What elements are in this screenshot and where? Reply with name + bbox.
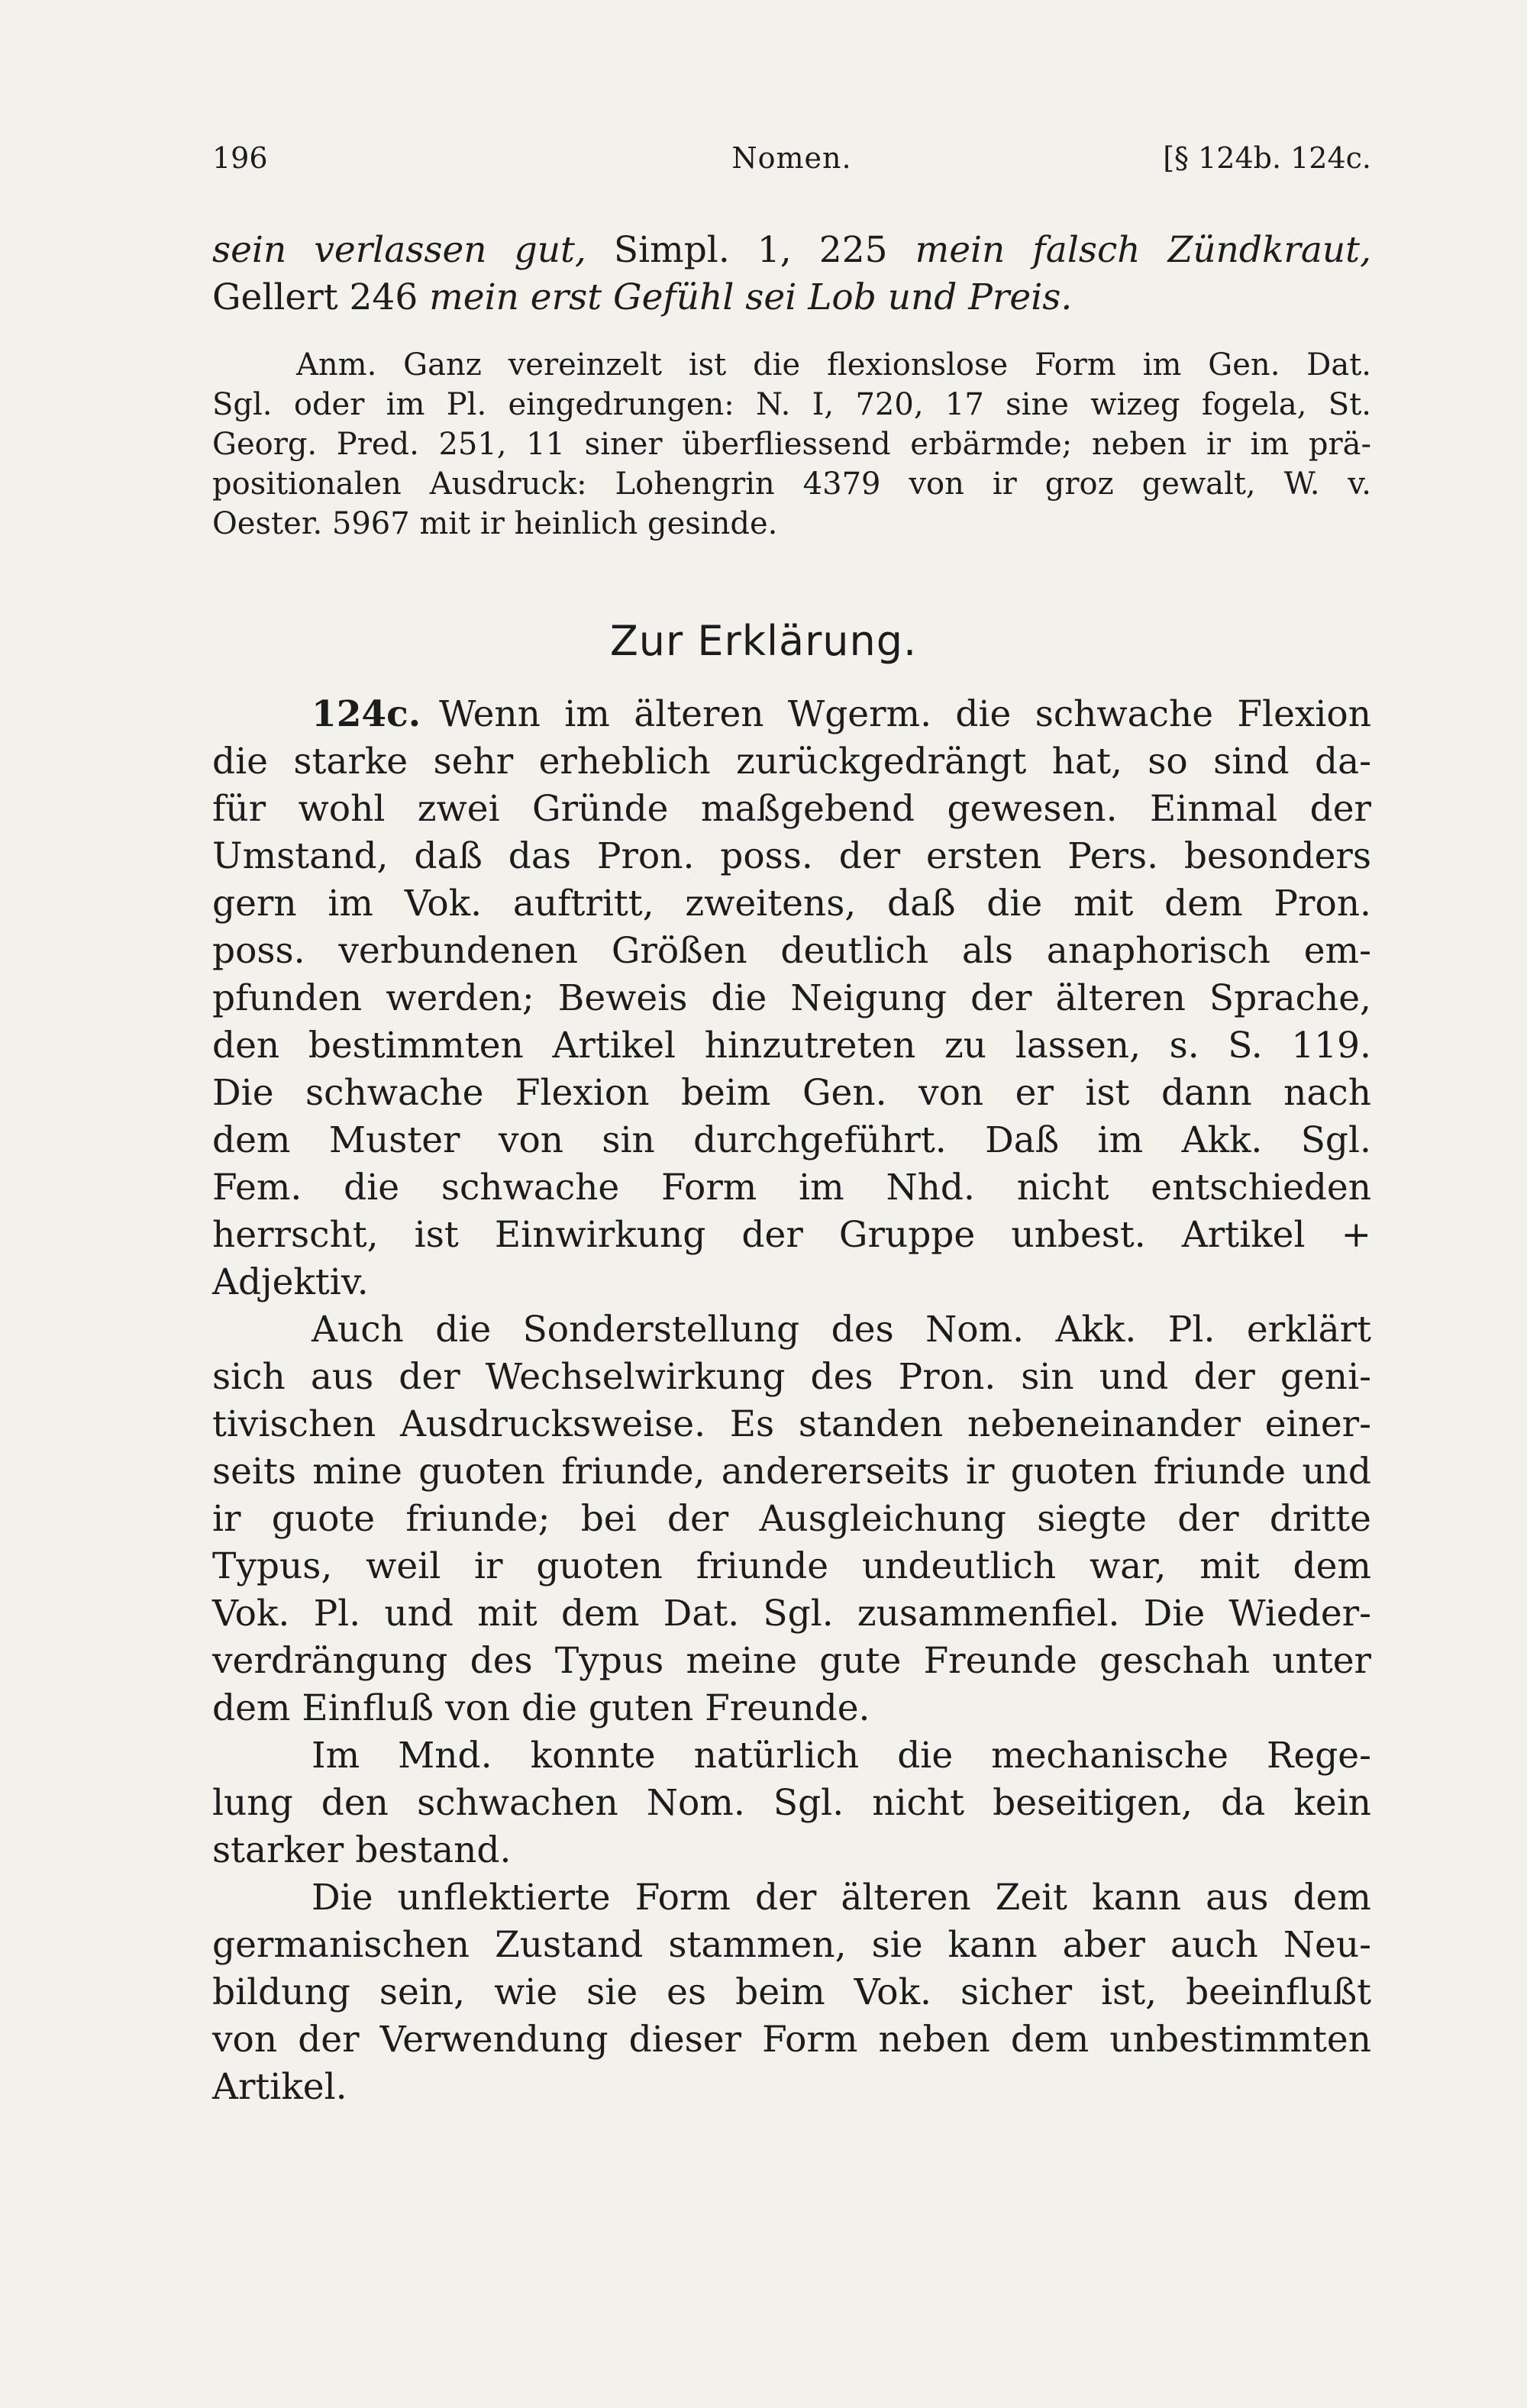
text-line: dem Einfluß von die guten Freunde. xyxy=(212,1687,870,1729)
text-line: Umstand, daß das Pron. poss. der ersten Pers. besonders xyxy=(212,835,1371,877)
text-line: den bestimmten Artikel hinzutreten zu lassen, s. S. 119. xyxy=(212,1025,1371,1067)
text-line: 124c. Wenn im älteren Wgerm. die schwache Flexion xyxy=(212,693,1371,735)
note-line: Anm. Ganz vereinzelt ist die flexionslose Form im Gen. Dat. xyxy=(296,347,1371,383)
text-line: verdrängung des Typus meine gute Freunde geschah unter xyxy=(212,1640,1371,1682)
text-line: Artikel. xyxy=(212,2066,347,2108)
text-line: Typus, weil ir guoten friunde undeutlich war, mit dem xyxy=(212,1545,1371,1587)
text-line: Auch die Sonderstellung des Nom. Akk. Pl. erklärt xyxy=(312,1309,1371,1351)
text-line: Fem. die schwache Form im Nhd. nicht entschieden xyxy=(212,1167,1371,1209)
note-line: Georg. Pred. 251, 11 siner überfliessend erbärmde; neben ir im prä- xyxy=(212,427,1371,462)
text-line: seits mine guoten friunde, andererseits ir guoten friunde und xyxy=(212,1451,1371,1493)
section-label: 124c. xyxy=(312,693,421,735)
text-line: Die schwache Flexion beim Gen. von er ist dann nach xyxy=(212,1072,1371,1114)
running-header xyxy=(212,141,1371,187)
text-line: gern im Vok. auftritt, zweitens, daß die mit dem Pron. xyxy=(212,883,1371,925)
text-line: Die unflektierte Form der älteren Zeit kann aus dem xyxy=(312,1877,1371,1919)
section-reference: [§ 124b. 124c. xyxy=(1163,141,1371,175)
text-line: poss. verbundenen Größen deutlich als anaphorisch em- xyxy=(212,930,1371,972)
text-line: sein verlassen gut, Simpl. 1, 225 mein falsch Zündkraut, xyxy=(212,229,1372,271)
running-title: Nomen. xyxy=(731,141,852,175)
text-line: sich aus der Wechselwirkung des Pron. sin und der geni- xyxy=(212,1356,1371,1398)
page-number: 196 xyxy=(212,141,268,175)
text-line: starker bestand. xyxy=(212,1829,512,1871)
note-line: Sgl. oder im Pl. eingedrungen: N. I, 720, 17 sine wizeg fogela, St. xyxy=(212,387,1371,422)
text-line: Adjektiv. xyxy=(212,1261,369,1303)
text-line: Gellert 246 mein erst Gefühl sei Lob und Preis. xyxy=(212,276,1073,318)
text-line: bildung sein, wie sie es beim Vok. sicher ist, beeinflußt xyxy=(212,1971,1371,2013)
text-line: herrscht, ist Einwirkung der Gruppe unbest. Artikel + xyxy=(212,1214,1371,1256)
text-line: Vok. Pl. und mit dem Dat. Sgl. zusammenfiel. Die Wieder- xyxy=(212,1593,1371,1635)
text-line: Im Mnd. konnte natürlich die mechanische Rege- xyxy=(312,1735,1371,1777)
note-line: Oester. 5967 mit ir heinlich gesinde. xyxy=(212,506,778,541)
text-line: für wohl zwei Gründe maßgebend gewesen. Einmal der xyxy=(212,788,1371,830)
text-line: tivischen Ausdrucksweise. Es standen nebeneinander einer- xyxy=(212,1403,1371,1445)
text-line: die starke sehr erheblich zurückgedrängt hat, so sind da- xyxy=(212,741,1371,783)
text-line: ir guote friunde; bei der Ausgleichung siegte der dritte xyxy=(212,1498,1371,1540)
section-heading: Zur Erklärung. xyxy=(609,617,918,665)
text-line: von der Verwendung dieser Form neben dem unbestimmten xyxy=(212,2019,1371,2061)
text-line: pfunden werden; Beweis die Neigung der älteren Sprache, xyxy=(212,977,1371,1019)
text-line: germanischen Zustand stammen, sie kann aber auch Neu- xyxy=(212,1924,1371,1966)
text-line: dem Muster von sin durchgeführt. Daß im Akk. Sgl. xyxy=(212,1119,1371,1161)
text-line: lung den schwachen Nom. Sgl. nicht beseitigen, da kein xyxy=(212,1782,1371,1824)
note-line: positionalen Ausdruck: Lohengrin 4379 von ir groz gewalt, W. v. xyxy=(212,466,1371,502)
